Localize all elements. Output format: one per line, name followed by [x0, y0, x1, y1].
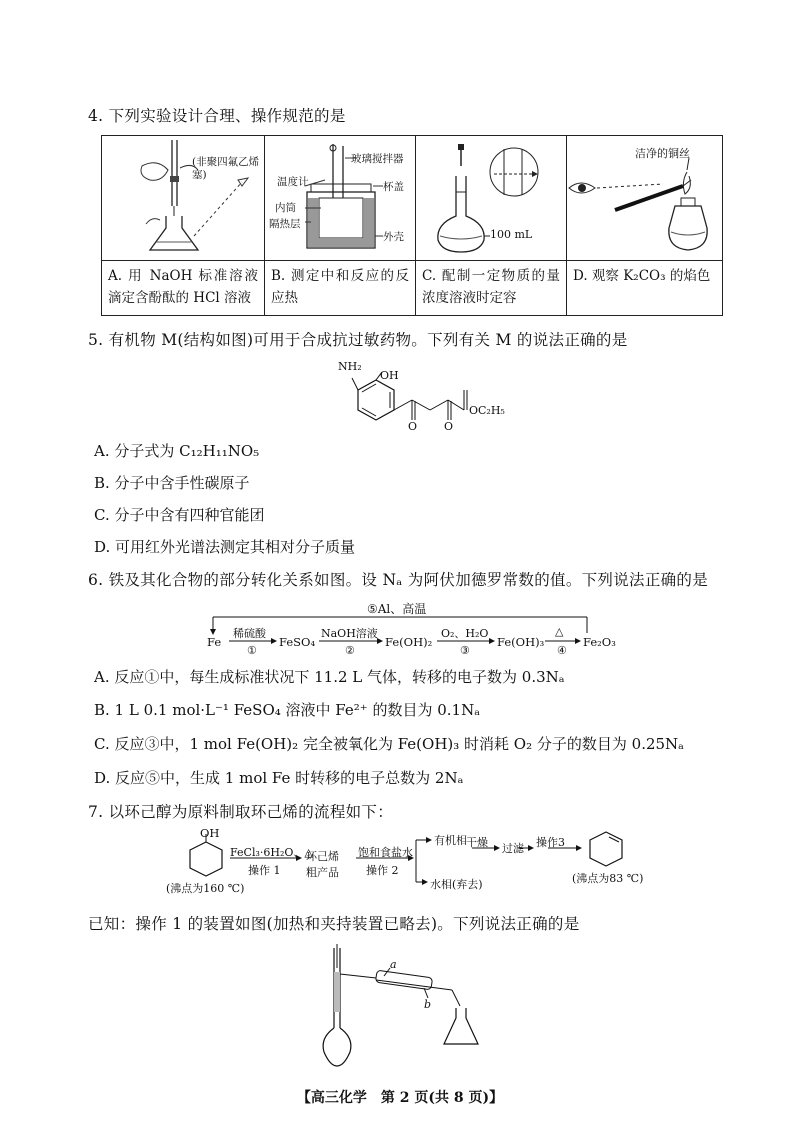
q7-crude2: 粗产品	[306, 866, 339, 879]
q6-option-a: A. 反应①中，每生成标准状况下 11.2 L 气体，转移的电子数为 0.3Nₐ	[94, 668, 565, 686]
q4-option-d: D. 观察 K₂CO₃ 的焰色	[573, 268, 711, 284]
q4-b-figure	[265, 136, 415, 260]
q4-stem: 4. 下列实验设计合理、操作规范的是	[88, 107, 346, 125]
q4-table	[101, 135, 723, 316]
q6-species-feoh3: Fe(OH)₃	[497, 635, 545, 649]
q7-aqueous: 水相(弃去)	[430, 878, 483, 891]
q7-op2: 操作 2	[366, 864, 399, 877]
q4-option-a: A. 用 NaOH 标准溶液滴定含酚酞的 HCl 溶液	[108, 268, 258, 306]
distillation-apparatus-icon	[320, 944, 510, 1070]
q5-label-nh2: NH₂	[338, 360, 362, 373]
q5-structure	[338, 360, 508, 450]
q4-d-label: 洁净的铜丝	[635, 147, 690, 160]
q7-bp1: (沸点为160 ℃)	[166, 882, 245, 895]
q6-reagent-4: △	[555, 625, 564, 638]
q6-reagent-2: NaOH溶液	[321, 627, 378, 640]
q7-reagent: FeCl₃·6H₂O、△	[230, 846, 313, 859]
volumetric-flask-icon	[416, 136, 566, 260]
q6-species-feoh2: Fe(OH)₂	[385, 635, 433, 649]
q5-option-a: A. 分子式为 C₁₂H₁₁NO₅	[94, 442, 260, 460]
q7-filter: 过滤	[502, 842, 524, 855]
q7-brine: 饱和食盐水	[358, 846, 413, 859]
q6-scheme	[205, 597, 616, 657]
q4-a-figure	[102, 136, 264, 260]
q6-species-fe: Fe	[207, 635, 222, 649]
q4-c-figure	[416, 136, 566, 260]
q5-option-b: B. 分子中含手性碳原子	[94, 474, 250, 492]
q6-step-2: ②	[345, 644, 355, 657]
q5-label-oet: OC₂H₅	[469, 404, 505, 417]
q7-known: 已知：操作 1 的装置如图(加热和夹持装置已略去)。下列说法正确的是	[88, 915, 580, 933]
q4-b-label-thermometer: 温度计	[277, 176, 309, 188]
q6-step-1: ①	[247, 644, 257, 657]
q6-option-c: C. 反应③中，1 mol Fe(OH)₂ 完全被氧化为 Fe(OH)₃ 时消耗 O₂ 分子的数目为 0.25Nₐ	[94, 735, 684, 753]
q7-apparatus	[320, 944, 510, 1070]
page-footer: 【高三化学 第 2 页(共 8 页)】	[296, 1090, 504, 1106]
q7-oh: OH	[200, 826, 220, 840]
q7-op1: 操作 1	[248, 864, 281, 877]
q4-b-label-shell: 外壳	[383, 231, 404, 243]
q5-option-c: C. 分子中含有四种官能团	[94, 506, 265, 524]
q6-option-b: B. 1 L 0.1 mol·L⁻¹ FeSO₄ 溶液中 Fe²⁺ 的数目为 0.1Nₐ	[94, 701, 480, 719]
q6-reagent-3: O₂、H₂O	[441, 627, 489, 640]
q7-crude1: 环己烯	[306, 850, 339, 863]
q4-b-label-stirrer: 玻璃搅拌器	[351, 153, 404, 165]
q6-option-d: D. 反应⑤中，生成 1 mol Fe 时转移的电子总数为 2Nₐ	[94, 769, 464, 787]
q4-d-figure	[567, 136, 722, 260]
q7-stem: 7. 以环己醇为原料制取环己烯的流程如下：	[88, 803, 394, 821]
q7-op3: 操作3	[536, 836, 565, 849]
q5-label-o1: O	[408, 420, 418, 433]
q7-dry: 干燥	[466, 836, 488, 849]
q5-label-oh: OH	[380, 369, 399, 382]
q6-scheme-step5: ⑤Al、高温	[367, 602, 427, 616]
q4-c-label: 100 mL	[490, 228, 533, 241]
q6-step-4: ④	[557, 644, 567, 657]
q7-label-b: b	[424, 998, 432, 1011]
q4-b-label-insulation: 隔热层	[269, 218, 301, 230]
q5-option-d: D. 可用红外光谱法测定其相对分子质量	[94, 538, 356, 556]
q4-option-c: C. 配制一定物质的量浓度溶液时定容	[422, 268, 560, 306]
q5-label-o2: O	[444, 420, 454, 433]
q6-reagent-1: 稀硫酸	[233, 627, 266, 640]
q7-bp2: (沸点为83 ℃)	[572, 872, 644, 885]
q7-label-a: a	[390, 958, 397, 971]
q6-step-3: ③	[460, 644, 470, 657]
q6-stem: 6. 铁及其化合物的部分转化关系如图。设 Nₐ 为阿伏加德罗常数的值。下列说法正确的是	[88, 571, 709, 589]
q7-organic: 有机相	[434, 834, 467, 847]
q6-species-fe2o3: Fe₂O₃	[583, 635, 616, 649]
titration-icon	[102, 136, 262, 260]
q4-a-label: (非聚四氟乙烯塞)	[192, 156, 260, 181]
q6-species-feso4: FeSO₄	[279, 635, 316, 649]
q4-b-label-lid: 杯盖	[383, 181, 404, 193]
q4-b-label-inner: 内筒	[275, 202, 296, 214]
q5-stem: 5. 有机物 M(结构如图)可用于合成抗过敏药物。下列有关 M 的说法正确的是	[88, 331, 628, 349]
q4-option-b: B. 测定中和反应的反应热	[271, 268, 409, 306]
q7-flow	[160, 826, 680, 908]
